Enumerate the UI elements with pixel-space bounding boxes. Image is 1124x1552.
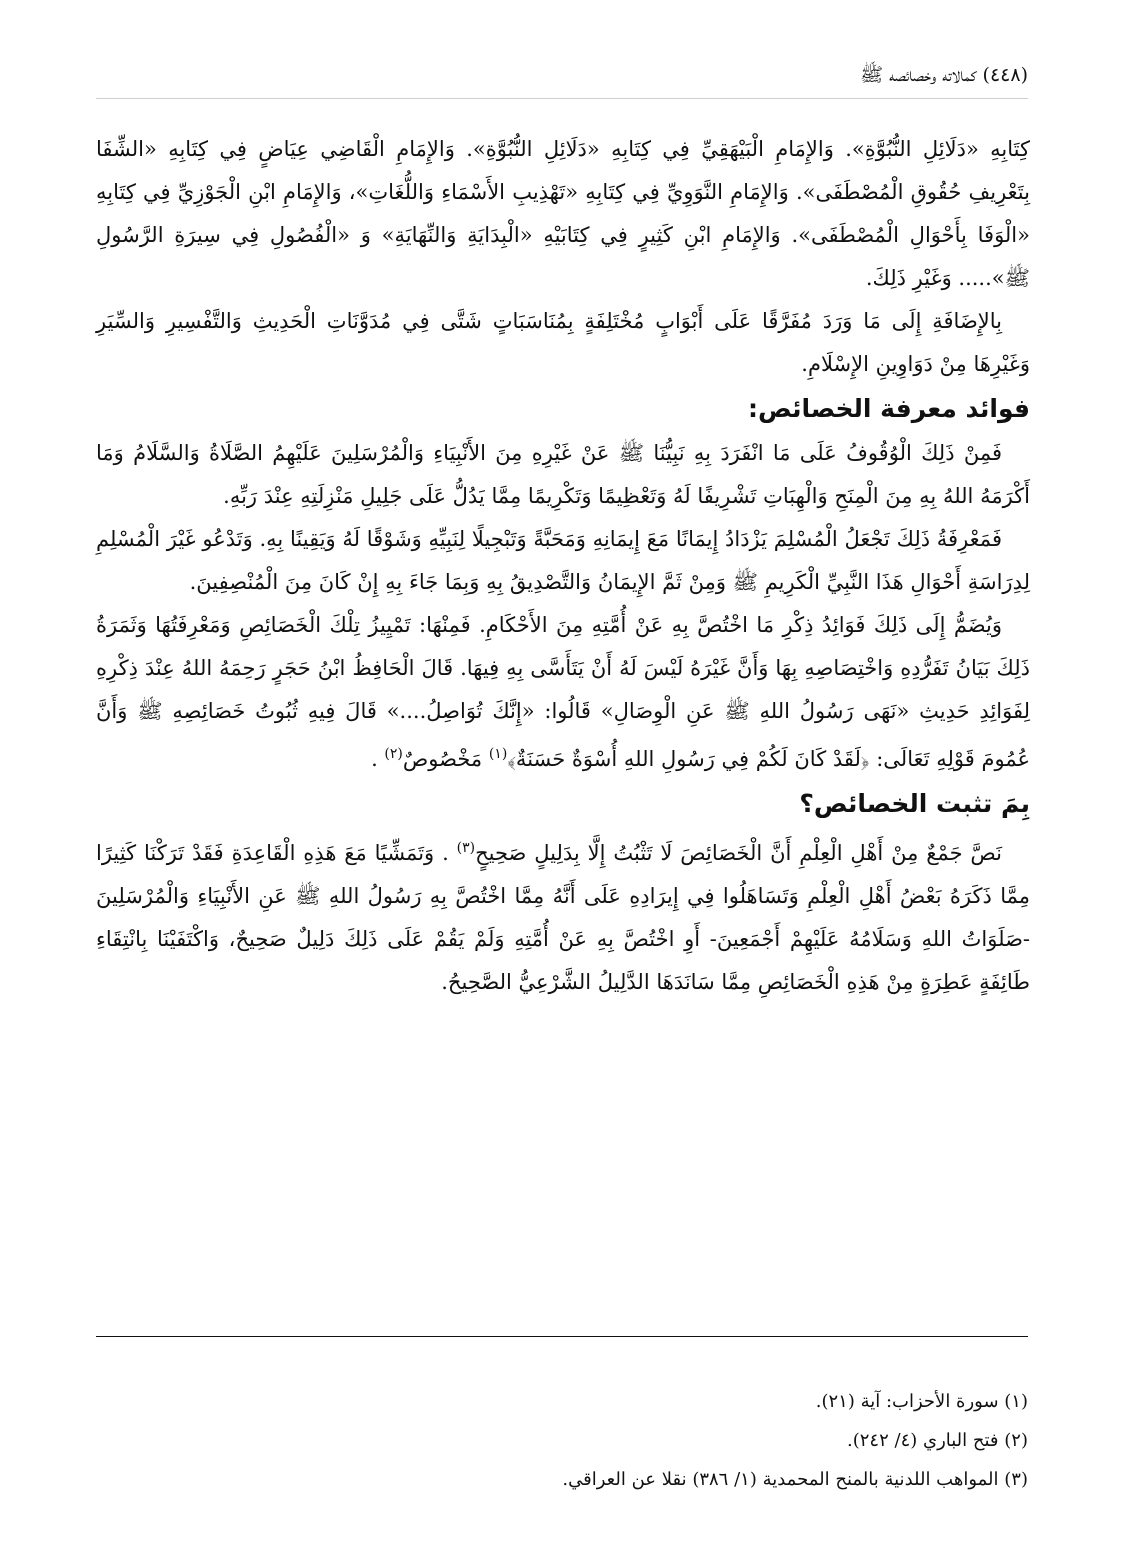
- paragraph-benefit-1: فَمِنْ ذَلِكَ الْوُقُوفُ عَلَى مَا انْفَرَدَ بِهِ نَبِيُّنَا ﷺ عَنْ غَيْرِهِ مِنَ الأَنْبِيَاءِ وَالْمُرْسَلِينَ عَلَيْهِمُ الصَّلَاةُ وَالسَّلَامُ وَمَا أَكْرَمَهُ اللهُ بِهِ مِنَ الْمِنَحِ وَالْهِبَاتِ تَشْرِيفًا لَهُ وَتَعْظِيمًا وَتَكْرِيمًا مِمَّا يَدُلُّ عَلَى جَلِيلِ مَنْزِلَتِهِ عِنْدَ رَبِّهِ.: [96, 441, 1030, 508]
- paragraph-benefit-3-end: .: [371, 747, 385, 771]
- section-heading-benefits: فوائد معرفة الخصائص:: [747, 394, 1030, 423]
- paragraph-proof-end: . وَتَمَشِّيًا مَعَ هَذِهِ الْقَاعِدَةِ فَقَدْ تَرَكْنَا كَثِيرًا مِمَّا ذَكَرَهُ بَعْضُ أَهْلِ الْعِلْمِ وَتَسَاهَلُوا فِي إِيرَادِهِ عَلَى أَنَّهُ مِمَّا اخْتُصَّ بِهِ رَسُولُ اللهِ ﷺ عَنِ الأَنْبِيَاءِ وَالْمُرْسَلِينَ -صَلَوَاتُ اللهِ وَسَلَامُهُ عَلَيْهِمْ أَجْمَعِينَ- أَوِ اخْتُصَّ بِهِ عَنْ أُمَّتِهِ وَلَمْ يَقُمْ عَلَى ذَلِكَ دَلِيلٌ صَحِيحٌ، وَاكْتَفَيْنَا بِانْتِقَاءِ طَائِفَةٍ عَطِرَةٍ مِنْ هَذِهِ الْخَصَائِصِ مِمَّا سَانَدَهَا الدَّلِيلُ الشَّرْعِيُّ الصَّحِيحُ.: [96, 841, 1030, 994]
- footnote-3: (٣) المواهب اللدنية بالمنح المحمدية (١/ ٣٨٦) نقلا عن العراقي.: [562, 1469, 1028, 1490]
- header-divider: [96, 98, 1028, 99]
- footnote-2: (٢) فتح الباري (٤/ ٢٤٢).: [847, 1430, 1028, 1451]
- running-header: (٤٤٨) كمالاته وخصائصه ﷺ: [860, 64, 1028, 86]
- paragraph-benefit-3: [96, 604, 1030, 781]
- footnote-ref-1: (١): [488, 746, 508, 762]
- footnote-ref-3: (٣): [456, 840, 476, 856]
- paragraph-additional-sources: بِالإِضَافَةِ إِلَى مَا وَرَدَ مُفَرَّقًا عَلَى أَبْوَابٍ مُخْتَلِفَةٍ بِمُنَاسَبَاتٍ شَتَّى فِي مُدَوَّنَاتِ الْحَدِيثِ وَالتَّفْسِيرِ وَالسِّيَرِ وَغَيْرِهَا مِنْ دَوَاوِينِ الإِسْلَامِ.: [96, 309, 1030, 376]
- footnote-1: (١) سورة الأحزاب: آية (٢١).: [815, 1391, 1028, 1412]
- paragraph-proof-start: نَصَّ جَمْعٌ مِنْ أَهْلِ الْعِلْمِ أَنَّ الْخَصَائِصَ لَا تَثْبُتُ إِلَّا بِدَلِيلٍ صَحِيحٍ: [475, 841, 1003, 865]
- footnotes: [96, 1382, 1028, 1499]
- paragraph-benefit-2: فَمَعْرِفَةُ ذَلِكَ تَجْعَلُ الْمُسْلِمَ يَزْدَادُ إِيمَانًا مَعَ إِيمَانِهِ وَمَحَبَّةً وَتَبْجِيلًا لِنَبِيِّهِ وَشَوْقًا لَهُ وَيَقِينًا بِهِ. وَتَدْعُو غَيْرَ الْمُسْلِمِ لِدِرَاسَةِ أَحْوَالِ هَذَا النَّبِيِّ الْكَرِيمِ ﷺ وَمِنْ ثَمَّ الإِيمَانُ وَالتَّصْدِيقُ بِهِ وَبِمَا جَاءَ بِهِ إِنْ كَانَ مِنَ الْمُنْصِفِينَ.: [96, 527, 1030, 594]
- paragraph-benefit-3-tail: مَخْصُوصٌ: [402, 747, 489, 771]
- paragraph-book-list: كِتَابِهِ «دَلَائِلِ النُّبُوَّةِ». وَالإِمَامِ الْبَيْهَقِيِّ فِي كِتَابِهِ «دَلَائِلِ النُّبُوَّةِ». وَالإِمَامِ الْقَاضِي عِيَاضٍ فِي كِتَابِهِ «الشِّفَا بِتَعْرِيفِ حُقُوقِ الْمُصْطَفَى». وَالإِمَامِ النَّوَوِيِّ فِي كِتَابِهِ «تَهْذِيبِ الأَسْمَاءِ وَاللُّغَاتِ»، وَالإِمَامِ ابْنِ الْجَوْزِيِّ فِي كِتَابِهِ «الْوَفَا بِأَحْوَالِ الْمُصْطَفَى». وَالإِمَامِ ابْنِ كَثِيرٍ فِي كِتَابَيْهِ «الْبِدَايَةِ وَالنِّهَايَةِ» وَ «الْفُصُولِ فِي سِيرَةِ الرَّسُولِ ﷺ»..... وَغَيْرِ ذَلِكَ.: [96, 137, 1030, 290]
- footnote-ref-2: (٢): [384, 746, 403, 762]
- footnote-divider: [96, 1336, 1028, 1337]
- page-body: [96, 128, 1030, 1004]
- paragraph-benefit-3-text: وَيُضَمُّ إِلَى ذَلِكَ فَوَائِدُ ذِكْرِ مَا اخْتُصَّ بِهِ عَنْ أُمَّتِهِ مِنَ الأَحْكَامِ. فَمِنْهَا: تَمْيِيزُ تِلْكَ الْخَصَائِصِ وَمَعْرِفَتُهَا وَثَمَرَةُ ذَلِكَ بَيَانُ تَفَرُّدِهِ وَاخْتِصَاصِهِ بِهَا وَأَنَّ غَيْرَهُ لَيْسَ لَهُ أَنْ يَتَأَسَّى بِهِ فِيهَا. قَالَ الْحَافِظُ ابْنُ حَجَرٍ رَحِمَهُ اللهُ عِنْدَ ذِكْرِهِ لِفَوَائِدِ حَدِيثِ «نَهَى رَسُولُ اللهِ ﷺ عَنِ الْوِصَالِ» قَالُوا: «إِنَّكَ تُوَاصِلُ....» قَالَ فِيهِ ثُبُوتُ خَصَائِصِهِ ﷺ وَأَنَّ عُمُومَ قَوْلِهِ تَعَالَى: ﴿لَقَدْ كَانَ لَكُمْ فِي رَسُولِ اللهِ أُسْوَةٌ حَسَنَةٌ﴾: [96, 613, 1030, 771]
- section-heading-proof: بِمَ تثبت الخصائص؟: [799, 789, 1030, 818]
- paragraph-proof: [96, 827, 1030, 1004]
